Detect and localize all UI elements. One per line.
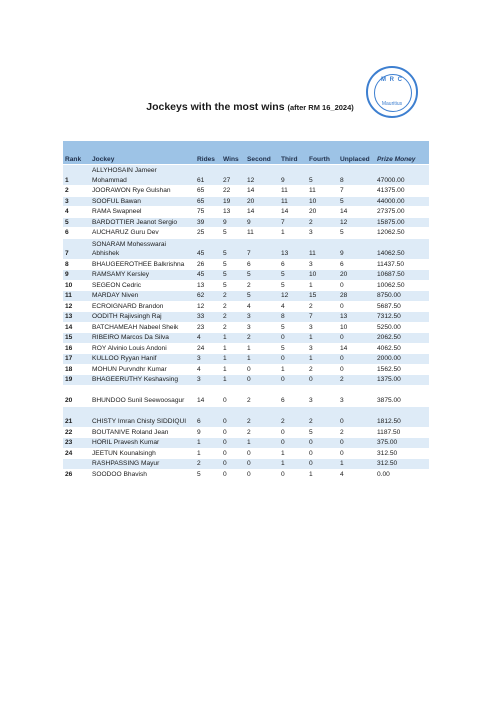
cell-unplaced: 2 <box>338 427 375 438</box>
table-row <box>63 228 429 239</box>
cell-third: 0 <box>279 333 307 344</box>
cell-rides: 25 <box>195 228 221 239</box>
table-row <box>63 186 429 197</box>
cell-fourth: 0 <box>307 375 338 386</box>
table-row <box>63 217 429 228</box>
cell-rank: 20 <box>63 385 90 406</box>
cell-prize: 5687.50 <box>375 301 429 312</box>
cell-third: 9 <box>279 165 307 186</box>
cell-rank: 12 <box>63 301 90 312</box>
cell-rank: 21 <box>63 406 90 427</box>
cell-prize: 5250.00 <box>375 322 429 333</box>
cell-fourth: 1 <box>307 354 338 365</box>
table-row <box>63 196 429 207</box>
cell-second: 14 <box>245 207 279 218</box>
cell-jockey: BHAUGEEROTHEE Balkrishna <box>90 259 195 270</box>
cell-third: 1 <box>279 228 307 239</box>
cell-rank: 16 <box>63 343 90 354</box>
cell-second: 12 <box>245 165 279 186</box>
cell-prize: 14062.50 <box>375 238 429 259</box>
cell-jockey: RIBEIRO Marcos Da Silva <box>90 333 195 344</box>
cell-unplaced: 0 <box>338 448 375 459</box>
cell-wins: 19 <box>221 196 245 207</box>
cell-unplaced: 12 <box>338 217 375 228</box>
cell-fourth: 2 <box>307 406 338 427</box>
cell-rank: 7 <box>63 238 90 259</box>
table-row <box>63 343 429 354</box>
cell-fourth: 3 <box>307 322 338 333</box>
cell-jockey: KULLOO Ryyan Hanif <box>90 354 195 365</box>
cell-third: 2 <box>279 406 307 427</box>
cell-prize: 15875.00 <box>375 217 429 228</box>
cell-wins: 2 <box>221 312 245 323</box>
cell-unplaced: 3 <box>338 385 375 406</box>
cell-third: 0 <box>279 469 307 480</box>
header-rides: Rides <box>195 141 221 165</box>
cell-third: 11 <box>279 186 307 197</box>
cell-prize: 8750.00 <box>375 291 429 302</box>
title-text: Jockeys with the most wins <box>146 101 285 113</box>
cell-third: 13 <box>279 238 307 259</box>
header-prize-money: Prize Money <box>375 141 429 165</box>
cell-rank: 10 <box>63 280 90 291</box>
cell-jockey: BOUTANIVE Roland Jean <box>90 427 195 438</box>
cell-wins: 0 <box>221 459 245 470</box>
stamp-bottom-text: Mauritius <box>381 101 403 107</box>
cell-unplaced: 0 <box>338 280 375 291</box>
cell-jockey: BARDOTTIER Jeanot Sergio <box>90 217 195 228</box>
cell-rides: 39 <box>195 217 221 228</box>
cell-wins: 2 <box>221 322 245 333</box>
cell-second: 20 <box>245 196 279 207</box>
cell-rides: 1 <box>195 438 221 449</box>
cell-third: 6 <box>279 385 307 406</box>
cell-rides: 12 <box>195 301 221 312</box>
cell-second: 1 <box>245 354 279 365</box>
cell-prize: 3875.00 <box>375 385 429 406</box>
cell-unplaced: 0 <box>338 438 375 449</box>
cell-second: 0 <box>245 448 279 459</box>
cell-fourth: 3 <box>307 259 338 270</box>
table-row <box>63 301 429 312</box>
cell-third: 0 <box>279 375 307 386</box>
cell-rank: 14 <box>63 322 90 333</box>
cell-wins: 5 <box>221 259 245 270</box>
cell-second: 5 <box>245 270 279 281</box>
cell-rank: 8 <box>63 259 90 270</box>
cell-prize: 375.00 <box>375 438 429 449</box>
cell-fourth: 10 <box>307 270 338 281</box>
table-row <box>63 375 429 386</box>
cell-prize: 4062.50 <box>375 343 429 354</box>
cell-prize: 41375.00 <box>375 186 429 197</box>
cell-rides: 2 <box>195 459 221 470</box>
cell-wins: 0 <box>221 427 245 438</box>
cell-rides: 62 <box>195 291 221 302</box>
cell-third: 0 <box>279 427 307 438</box>
cell-rides: 45 <box>195 238 221 259</box>
cell-wins: 5 <box>221 228 245 239</box>
table-row <box>63 385 429 406</box>
cell-jockey: SOOFUL Bawan <box>90 196 195 207</box>
cell-second: 0 <box>245 364 279 375</box>
cell-second: 3 <box>245 322 279 333</box>
cell-wins: 1 <box>221 333 245 344</box>
cell-fourth: 20 <box>307 207 338 218</box>
header-wins: Wins <box>221 141 245 165</box>
cell-third: 7 <box>279 217 307 228</box>
jockey-table <box>63 141 429 480</box>
table-row <box>63 364 429 375</box>
cell-third: 5 <box>279 280 307 291</box>
cell-third: 6 <box>279 259 307 270</box>
cell-rides: 13 <box>195 280 221 291</box>
cell-wins: 1 <box>221 354 245 365</box>
cell-rank: 22 <box>63 427 90 438</box>
cell-unplaced: 4 <box>338 469 375 480</box>
cell-jockey: HORIL Pravesh Kumar <box>90 438 195 449</box>
cell-second: 4 <box>245 301 279 312</box>
cell-fourth: 3 <box>307 228 338 239</box>
header-rank: Rank <box>63 141 90 165</box>
cell-wins: 0 <box>221 406 245 427</box>
cell-fourth: 1 <box>307 333 338 344</box>
table-header-row <box>63 141 429 165</box>
cell-rank: 11 <box>63 291 90 302</box>
cell-second: 9 <box>245 217 279 228</box>
table-row <box>63 238 429 259</box>
cell-jockey: BATCHAMEAH Nabeel Sheik <box>90 322 195 333</box>
cell-wins: 13 <box>221 207 245 218</box>
cell-fourth: 15 <box>307 291 338 302</box>
cell-fourth: 5 <box>307 427 338 438</box>
cell-prize: 7312.50 <box>375 312 429 323</box>
title-subtitle: (after RM 16_2024) <box>287 103 354 112</box>
cell-unplaced: 0 <box>338 364 375 375</box>
cell-wins: 22 <box>221 186 245 197</box>
cell-wins: 27 <box>221 165 245 186</box>
cell-second: 2 <box>245 427 279 438</box>
cell-fourth: 0 <box>307 459 338 470</box>
cell-unplaced: 10 <box>338 322 375 333</box>
cell-prize: 11437.50 <box>375 259 429 270</box>
cell-jockey: OODITH Rajivsingh Raj <box>90 312 195 323</box>
cell-jockey: RAMA Swapneel <box>90 207 195 218</box>
cell-second: 2 <box>245 385 279 406</box>
cell-unplaced: 0 <box>338 333 375 344</box>
table-row <box>63 165 429 186</box>
cell-rides: 4 <box>195 364 221 375</box>
table-row <box>63 322 429 333</box>
cell-prize: 44000.00 <box>375 196 429 207</box>
cell-prize: 2062.50 <box>375 333 429 344</box>
cell-second: 6 <box>245 259 279 270</box>
cell-jockey: JEETUN Kounalsingh <box>90 448 195 459</box>
cell-prize: 12062.50 <box>375 228 429 239</box>
cell-second: 2 <box>245 280 279 291</box>
cell-second: 3 <box>245 312 279 323</box>
cell-second: 0 <box>245 375 279 386</box>
cell-prize: 10062.50 <box>375 280 429 291</box>
cell-second: 2 <box>245 406 279 427</box>
cell-rank: 2 <box>63 186 90 197</box>
cell-unplaced: 6 <box>338 259 375 270</box>
cell-fourth: 7 <box>307 312 338 323</box>
cell-prize: 312.50 <box>375 448 429 459</box>
cell-rides: 65 <box>195 186 221 197</box>
cell-rank: 5 <box>63 217 90 228</box>
cell-rank: 3 <box>63 196 90 207</box>
cell-rank: 24 <box>63 448 90 459</box>
cell-rides: 26 <box>195 259 221 270</box>
cell-jockey: SOODOO Bhavish <box>90 469 195 480</box>
cell-wins: 0 <box>221 385 245 406</box>
cell-fourth: 10 <box>307 196 338 207</box>
cell-prize: 47000.00 <box>375 165 429 186</box>
cell-second: 7 <box>245 238 279 259</box>
cell-wins: 2 <box>221 291 245 302</box>
cell-unplaced: 0 <box>338 406 375 427</box>
cell-jockey: JOORAWON Rye Gulshan <box>90 186 195 197</box>
cell-jockey: BHUNDOO Sunil Seewoosagur <box>90 385 195 406</box>
cell-rank: 4 <box>63 207 90 218</box>
header-jockey: Jockey <box>90 141 195 165</box>
cell-third: 1 <box>279 459 307 470</box>
cell-fourth: 2 <box>307 364 338 375</box>
cell-rank: 17 <box>63 354 90 365</box>
cell-third: 14 <box>279 207 307 218</box>
cell-rank: 15 <box>63 333 90 344</box>
cell-rank: 19 <box>63 375 90 386</box>
cell-unplaced: 8 <box>338 165 375 186</box>
cell-jockey: BHAGEERUTHY Keshavsing <box>90 375 195 386</box>
cell-wins: 9 <box>221 217 245 228</box>
cell-fourth: 0 <box>307 438 338 449</box>
cell-unplaced: 9 <box>338 238 375 259</box>
cell-wins: 0 <box>221 448 245 459</box>
cell-third: 8 <box>279 312 307 323</box>
cell-wins: 1 <box>221 343 245 354</box>
cell-second: 0 <box>245 469 279 480</box>
cell-third: 0 <box>279 354 307 365</box>
cell-third: 5 <box>279 322 307 333</box>
table-row <box>63 333 429 344</box>
cell-fourth: 11 <box>307 186 338 197</box>
cell-rank: 23 <box>63 438 90 449</box>
cell-rides: 3 <box>195 354 221 365</box>
table-row <box>63 459 429 470</box>
cell-jockey: MOHUN Purvndhr Kumar <box>90 364 195 375</box>
cell-second: 2 <box>245 333 279 344</box>
cell-second: 0 <box>245 459 279 470</box>
cell-wins: 5 <box>221 280 245 291</box>
cell-wins: 0 <box>221 438 245 449</box>
cell-third: 11 <box>279 196 307 207</box>
cell-third: 0 <box>279 438 307 449</box>
cell-wins: 5 <box>221 238 245 259</box>
cell-third: 5 <box>279 343 307 354</box>
table-row <box>63 448 429 459</box>
cell-wins: 0 <box>221 469 245 480</box>
cell-unplaced: 1 <box>338 459 375 470</box>
cell-rides: 75 <box>195 207 221 218</box>
cell-prize: 2000.00 <box>375 354 429 365</box>
cell-rank: 13 <box>63 312 90 323</box>
table-row <box>63 354 429 365</box>
cell-prize: 1375.00 <box>375 375 429 386</box>
page-title <box>0 101 500 113</box>
cell-unplaced: 7 <box>338 186 375 197</box>
cell-prize: 1562.50 <box>375 364 429 375</box>
cell-rank: 18 <box>63 364 90 375</box>
cell-fourth: 1 <box>307 280 338 291</box>
cell-prize: 1187.50 <box>375 427 429 438</box>
cell-rank <box>63 459 90 470</box>
cell-rides: 65 <box>195 196 221 207</box>
table-row <box>63 406 429 427</box>
cell-jockey: MARDAY Niven <box>90 291 195 302</box>
table-row <box>63 259 429 270</box>
cell-wins: 5 <box>221 270 245 281</box>
cell-second: 5 <box>245 291 279 302</box>
cell-jockey: SEGEON Cedric <box>90 280 195 291</box>
cell-jockey: RASHPASSING Mayur <box>90 459 195 470</box>
cell-rank: 26 <box>63 469 90 480</box>
cell-rides: 4 <box>195 333 221 344</box>
cell-jockey: ALLYHOSAIN Jameer Mohammad <box>90 165 195 186</box>
cell-second: 14 <box>245 186 279 197</box>
cell-wins: 1 <box>221 364 245 375</box>
table-row <box>63 312 429 323</box>
cell-fourth: 2 <box>307 217 338 228</box>
cell-rides: 61 <box>195 165 221 186</box>
cell-fourth: 5 <box>307 165 338 186</box>
cell-unplaced: 5 <box>338 228 375 239</box>
cell-third: 5 <box>279 270 307 281</box>
header-fourth: Fourth <box>307 141 338 165</box>
table-row <box>63 280 429 291</box>
cell-unplaced: 20 <box>338 270 375 281</box>
cell-third: 1 <box>279 364 307 375</box>
cell-unplaced: 2 <box>338 375 375 386</box>
cell-fourth: 0 <box>307 448 338 459</box>
cell-prize: 0.00 <box>375 469 429 480</box>
cell-third: 1 <box>279 448 307 459</box>
cell-fourth: 1 <box>307 469 338 480</box>
cell-fourth: 3 <box>307 343 338 354</box>
table-row <box>63 207 429 218</box>
cell-wins: 2 <box>221 301 245 312</box>
cell-rank: 9 <box>63 270 90 281</box>
cell-second: 11 <box>245 228 279 239</box>
table-row <box>63 469 429 480</box>
cell-rides: 24 <box>195 343 221 354</box>
cell-jockey: ECROIGNARD Brandon <box>90 301 195 312</box>
cell-fourth: 11 <box>307 238 338 259</box>
cell-rides: 14 <box>195 385 221 406</box>
header-unplaced: Unplaced <box>338 141 375 165</box>
cell-rank: 1 <box>63 165 90 186</box>
cell-rides: 45 <box>195 270 221 281</box>
cell-second: 1 <box>245 343 279 354</box>
table-row <box>63 427 429 438</box>
cell-rank: 6 <box>63 228 90 239</box>
cell-rides: 1 <box>195 448 221 459</box>
cell-fourth: 2 <box>307 301 338 312</box>
cell-third: 12 <box>279 291 307 302</box>
table-row <box>63 438 429 449</box>
cell-jockey: SONARAM Mohesswarai Abhishek <box>90 238 195 259</box>
cell-jockey: RAMSAMY Kersley <box>90 270 195 281</box>
cell-prize: 10687.50 <box>375 270 429 281</box>
header-third: Third <box>279 141 307 165</box>
cell-rides: 33 <box>195 312 221 323</box>
cell-rides: 9 <box>195 427 221 438</box>
stamp-top-text: M R C <box>381 77 403 83</box>
cell-jockey: AUCHARUZ Guru Dev <box>90 228 195 239</box>
cell-rides: 23 <box>195 322 221 333</box>
cell-rides: 6 <box>195 406 221 427</box>
cell-rides: 3 <box>195 375 221 386</box>
cell-unplaced: 13 <box>338 312 375 323</box>
cell-unplaced: 0 <box>338 354 375 365</box>
cell-rides: 5 <box>195 469 221 480</box>
cell-prize: 1812.50 <box>375 406 429 427</box>
table-row <box>63 291 429 302</box>
cell-prize: 27375.00 <box>375 207 429 218</box>
cell-prize: 312.50 <box>375 459 429 470</box>
cell-jockey: CHISTY Imran Chisty SIDDIQUI <box>90 406 195 427</box>
cell-wins: 1 <box>221 375 245 386</box>
cell-unplaced: 5 <box>338 196 375 207</box>
cell-third: 4 <box>279 301 307 312</box>
cell-unplaced: 0 <box>338 301 375 312</box>
cell-unplaced: 28 <box>338 291 375 302</box>
cell-second: 1 <box>245 438 279 449</box>
header-second: Second <box>245 141 279 165</box>
cell-unplaced: 14 <box>338 343 375 354</box>
cell-fourth: 3 <box>307 385 338 406</box>
cell-unplaced: 14 <box>338 207 375 218</box>
table-row <box>63 270 429 281</box>
table-body <box>63 165 429 480</box>
cell-jockey: ROY Alvinio Louis Andoni <box>90 343 195 354</box>
